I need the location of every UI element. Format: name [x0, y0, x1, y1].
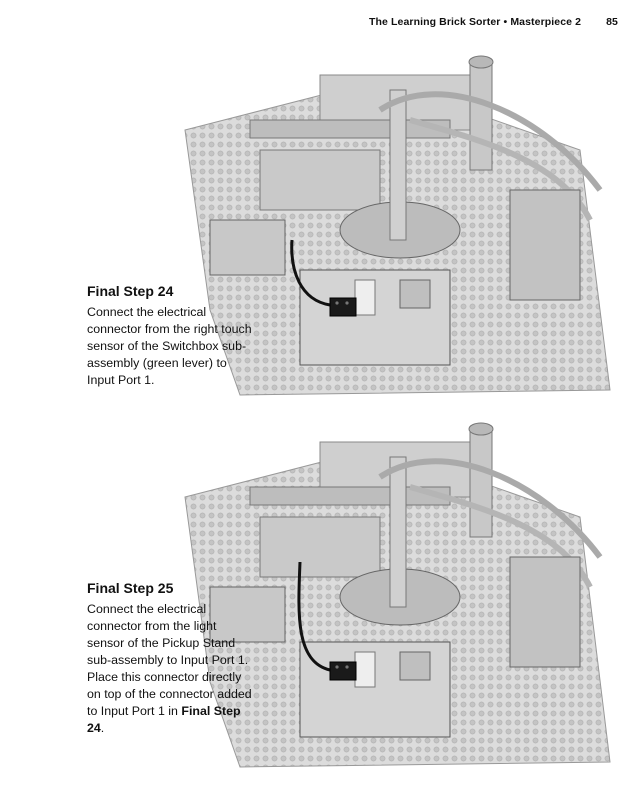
- chapter-name: Masterpiece 2: [510, 16, 582, 28]
- beam: [260, 517, 380, 577]
- electrical-connector: [330, 298, 356, 316]
- header-separator: •: [503, 16, 508, 28]
- switchbox: [510, 190, 580, 300]
- side-block: [210, 220, 285, 275]
- step-25-caption: [87, 580, 257, 737]
- rcx-display: [355, 652, 375, 687]
- pillar: [470, 427, 492, 537]
- rcx-port: [400, 280, 430, 308]
- switchbox: [510, 557, 580, 667]
- pillar: [470, 60, 492, 170]
- step-24-caption: [87, 283, 257, 389]
- step-24-text: Connect the electrical connector from the right touch sensor of the Switchbox sub-assembly (green lever) to Input Port 1.: [87, 305, 252, 387]
- sorting-arm: [390, 90, 406, 240]
- rcx-port: [400, 652, 430, 680]
- page-number: 85: [606, 16, 618, 28]
- step-25-text-end: .: [100, 721, 105, 735]
- electrical-connector: [330, 662, 356, 680]
- step-25-text: [87, 601, 257, 737]
- step-25-text-main: Connect the electrical connector from the light sensor of the Pickup Stand sub-assembly to Input Port 1. Place this connector directly on top of the connector added to Input Port 1 in: [87, 602, 252, 718]
- step-24-title: Final Step 24: [87, 283, 174, 299]
- sorting-arm: [390, 457, 406, 607]
- step-25-reference: Final Step 24: [87, 704, 241, 735]
- running-header: [300, 16, 618, 28]
- book-title: The Learning Brick Sorter: [369, 16, 501, 28]
- beam: [260, 150, 380, 210]
- rcx-display: [355, 280, 375, 315]
- step-25-title: Final Step 25: [87, 580, 174, 596]
